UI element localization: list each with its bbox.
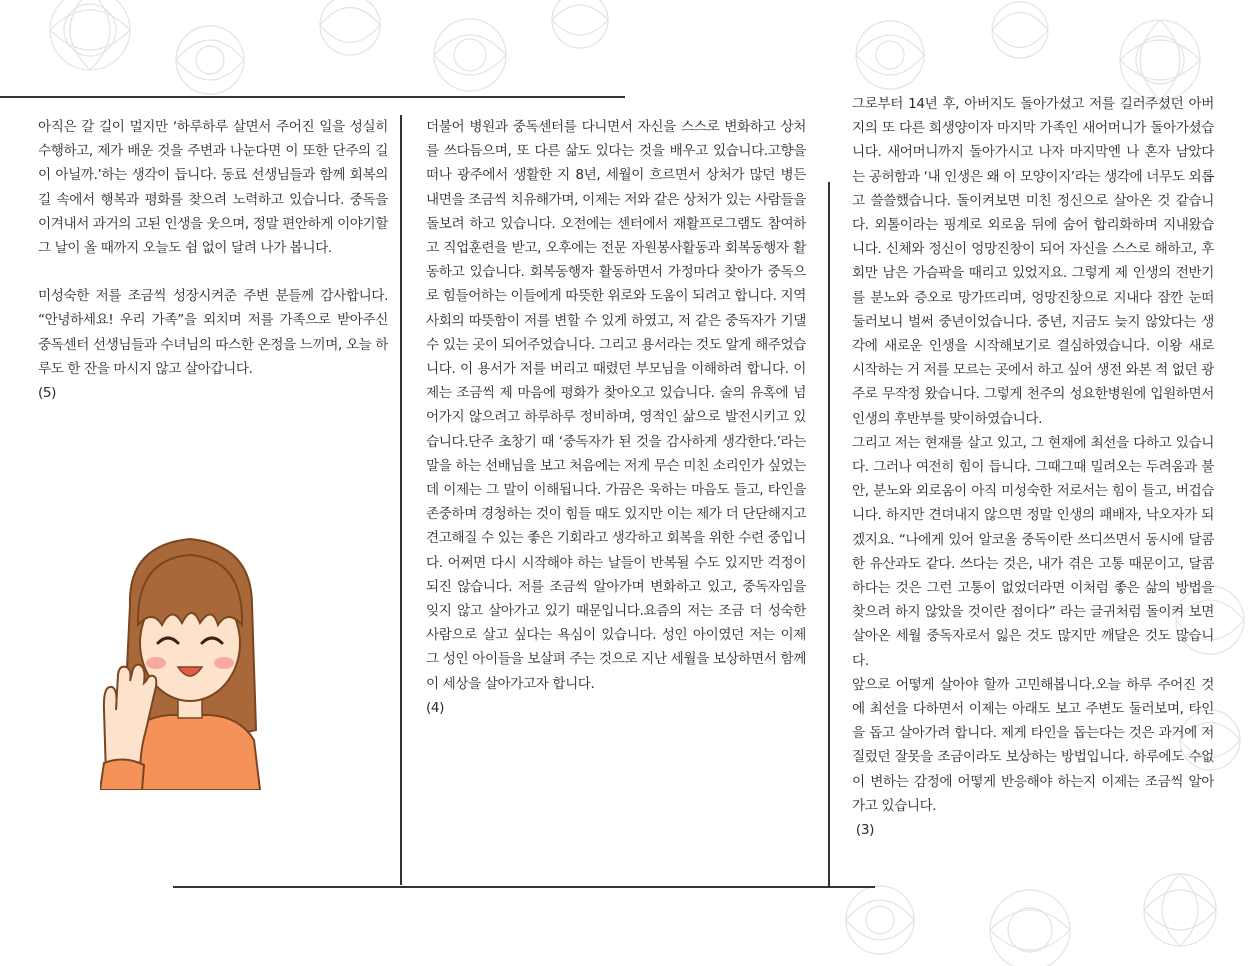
top-divider-line xyxy=(0,96,625,98)
article-paragraph: 미성숙한 저를 조금씩 성장시켜준 주변 분들께 감사합니다. “안녕하세요! 우리 가족”을 외치며 저를 가족으로 받아주신 중독센터 선생님들과 수녀님의 따스한 온정을 느끼며, 오늘 하루도 한 잔을 마시지 않고 살아갑니다. xyxy=(38,288,388,377)
article-paragraph: 앞으로 어떻게 살아야 할까 고민해봅니다.오늘 하루 주어진 것에 최선을 다하면서 이제는 아래도 보고 주변도 둘러보며, 타인을 돕고 살아가려 합니다. 제게 타인을 돕는다는 것은 과거에 저질렀던 잘못을 조금이라도 보상하는 방법입니다. 하루에도 수없이 변하는 감정에 어떻게 반응해야 하는지 이제는 조금씩 알아가고 있습니다. xyxy=(852,676,1214,814)
page-number: (3) xyxy=(852,822,874,839)
waving-girl-illustration xyxy=(100,525,280,790)
floral-ornament-top-left xyxy=(0,0,620,96)
bottom-divider-line xyxy=(173,886,875,888)
page-number: (5) xyxy=(38,385,57,402)
page-number: (4) xyxy=(426,699,445,716)
article-column-middle xyxy=(426,115,806,720)
column-divider-left xyxy=(400,115,402,885)
column-divider-right xyxy=(828,182,830,887)
article-paragraph: 그로부터 14년 후, 아버지도 돌아가셨고 저를 길러주셨던 아버지의 또 다른 희생양이자 마지막 가족인 새어머니가 돌아가셨습니다. 새어머니까지 돌아가시고 나자 마지막엔 나 혼자 남았다는 공허함과 ‘내 인생은 왜 이 모양이지’라는 생각에 너무도 외롭고 쓸쓸했습니다. 돌이켜보면 미친 정신으로 살아온 것 같습니다. 외톨이라는 핑계로 외로움 뒤에 숨어 합리화하며 지내왔습니다. 신체와 정신이 엉망진창이 되어 자신을 스스로 해하고, 후회만 남은 가슴팍을 때리고 있었지요. 그렇게 제 인생의 전반기를 분노와 증오로 망가뜨리며, 엉망진창으로 지내다 잠깐 눈떠 둘러보니 벌써 중년이었습니다. 중년, 지금도 늦지 않았다는 생각에 새로운 인생을 시작해보기로 결심하였습니다. 이왕 새로 시작하는 거 저를 모르는 곳에서 하고 싶어 생전 와본 적 없던 광주로 무작정 왔습니다. 그렇게 천주의 성요한병원에 입원하면서 인생의 후반부를 맞이하였습니다. xyxy=(852,96,1214,427)
floral-ornament-bottom-right xyxy=(830,850,1250,966)
article-paragraph: 아직은 갈 길이 멀지만 ‘하루하루 살면서 주어진 일을 성실히 수행하고, 제가 배운 것을 주변과 나눈다면 이 또한 단주의 길이 아닐까.’하는 생각이 듭니다. 동료 선생님들과 함께 회복의 길 속에서 행복과 평화를 찾으려 노력하고 있습니다. 중독을 이겨내서 과거의 고된 인생을 웃으며, 정말 편안하게 이야기할 그 날이 올 때까지 오늘도 쉼 없이 달려 나가 봅니다. xyxy=(38,119,388,257)
article-paragraph: 그리고 저는 현재를 살고 있고, 그 현재에 최선을 다하고 있습니다. 그러나 여전히 힘이 듭니다. 그때그때 밀려오는 두려움과 불안, 분노와 외로움이 아직 미성숙한 저로서는 힘이 들고, 버겁습니다. 하지만 견뎌내지 않으면 정말 인생의 패배자, 낙오자가 되겠지요. “나에게 있어 알코올 중독이란 쓰디쓰면서 동시에 달콤한 유산과도 같다. 쓰다는 것은, 내가 겪은 고통 때문이고, 달콤하다는 것은 그런 고통이 없었더라면 이처럼 좋은 삶의 방법을 찾으려 하지 않았을 것이란 점이다” 라는 글귀처럼 돌이켜 보면 살아온 세월 중독자로서 잃은 것도 많지만 깨달은 것도 많습니다. xyxy=(852,434,1214,669)
article-paragraph: 더불어 병원과 중독센터를 다니면서 자신을 스스로 변화하고 상처를 쓰다듬으며, 또 다른 삶도 있다는 것을 배우고 있습니다.고향을 떠나 광주에서 생활한 지 8년, 세월이 흐르면서 상처가 많던 병든 내면을 조금씩 치유해가며, 이제는 저와 같은 상처가 있는 사람들을 돌보려 하고 있습니다. 오전에는 센터에서 재활프로그램도 참여하고 직업훈련을 받고, 오후에는 전문 자원봉사활동과 회복동행자 활동하고 있습니다. 회복동행자 활동하면서 가정마다 찾아가 중독으로 힘들어하는 이들에게 따뜻한 위로와 도움이 되려고 합니다. 지역사회의 따뜻함이 저를 변할 수 있게 하였고, 저 같은 중독자가 기댈 수 있는 곳이 되어주었습니다. 그리고 용서라는 것도 알게 해주었습니다. 이 용서가 저를 버리고 때렸던 부모님을 이해하려 합니다. 이제는 조금씩 제 마음에 평화가 찾아오고 있습니다. 술의 유혹에 넘어가지 않으려고 하루하루 정비하며, 영적인 삶으로 발전시키고 있습니다.단주 초창기 때 ‘중독자가 된 것을 감사하게 생각한다.’라는 말을 하는 선배님을 보고 처음에는 저게 무슨 미친 소리인가 싶었는데 이제는 그 말이 이해됩니다. 가끔은 욱하는 마음도 들고, 타인을 존중하며 경청하는 것이 힘들 때도 있지만 이는 제가 더 단단해지고 견고해질 수 있는 좋은 기회라고 생각하고 회복을 위한 수련 중입니다. 어쩌면 다시 시작해야 하는 날들이 반복될 수도 있지만 걱정이 되진 않습니다. 저를 조금씩 알아가며 변화하고 있고, 중독자임을 잊지 않고 살아가고 있기 때문입니다.요즘의 저는 조금 더 성숙한 사람으로 살고 싶다는 욕심이 있습니다. 성인 아이였던 저는 이제 그 성인 아이들을 보살펴 주는 것으로 지난 세월을 보상하면서 함께 이 세상을 살아가고자 합니다. xyxy=(426,119,806,692)
article-column-left xyxy=(38,115,388,405)
article-column-right xyxy=(852,92,1214,842)
